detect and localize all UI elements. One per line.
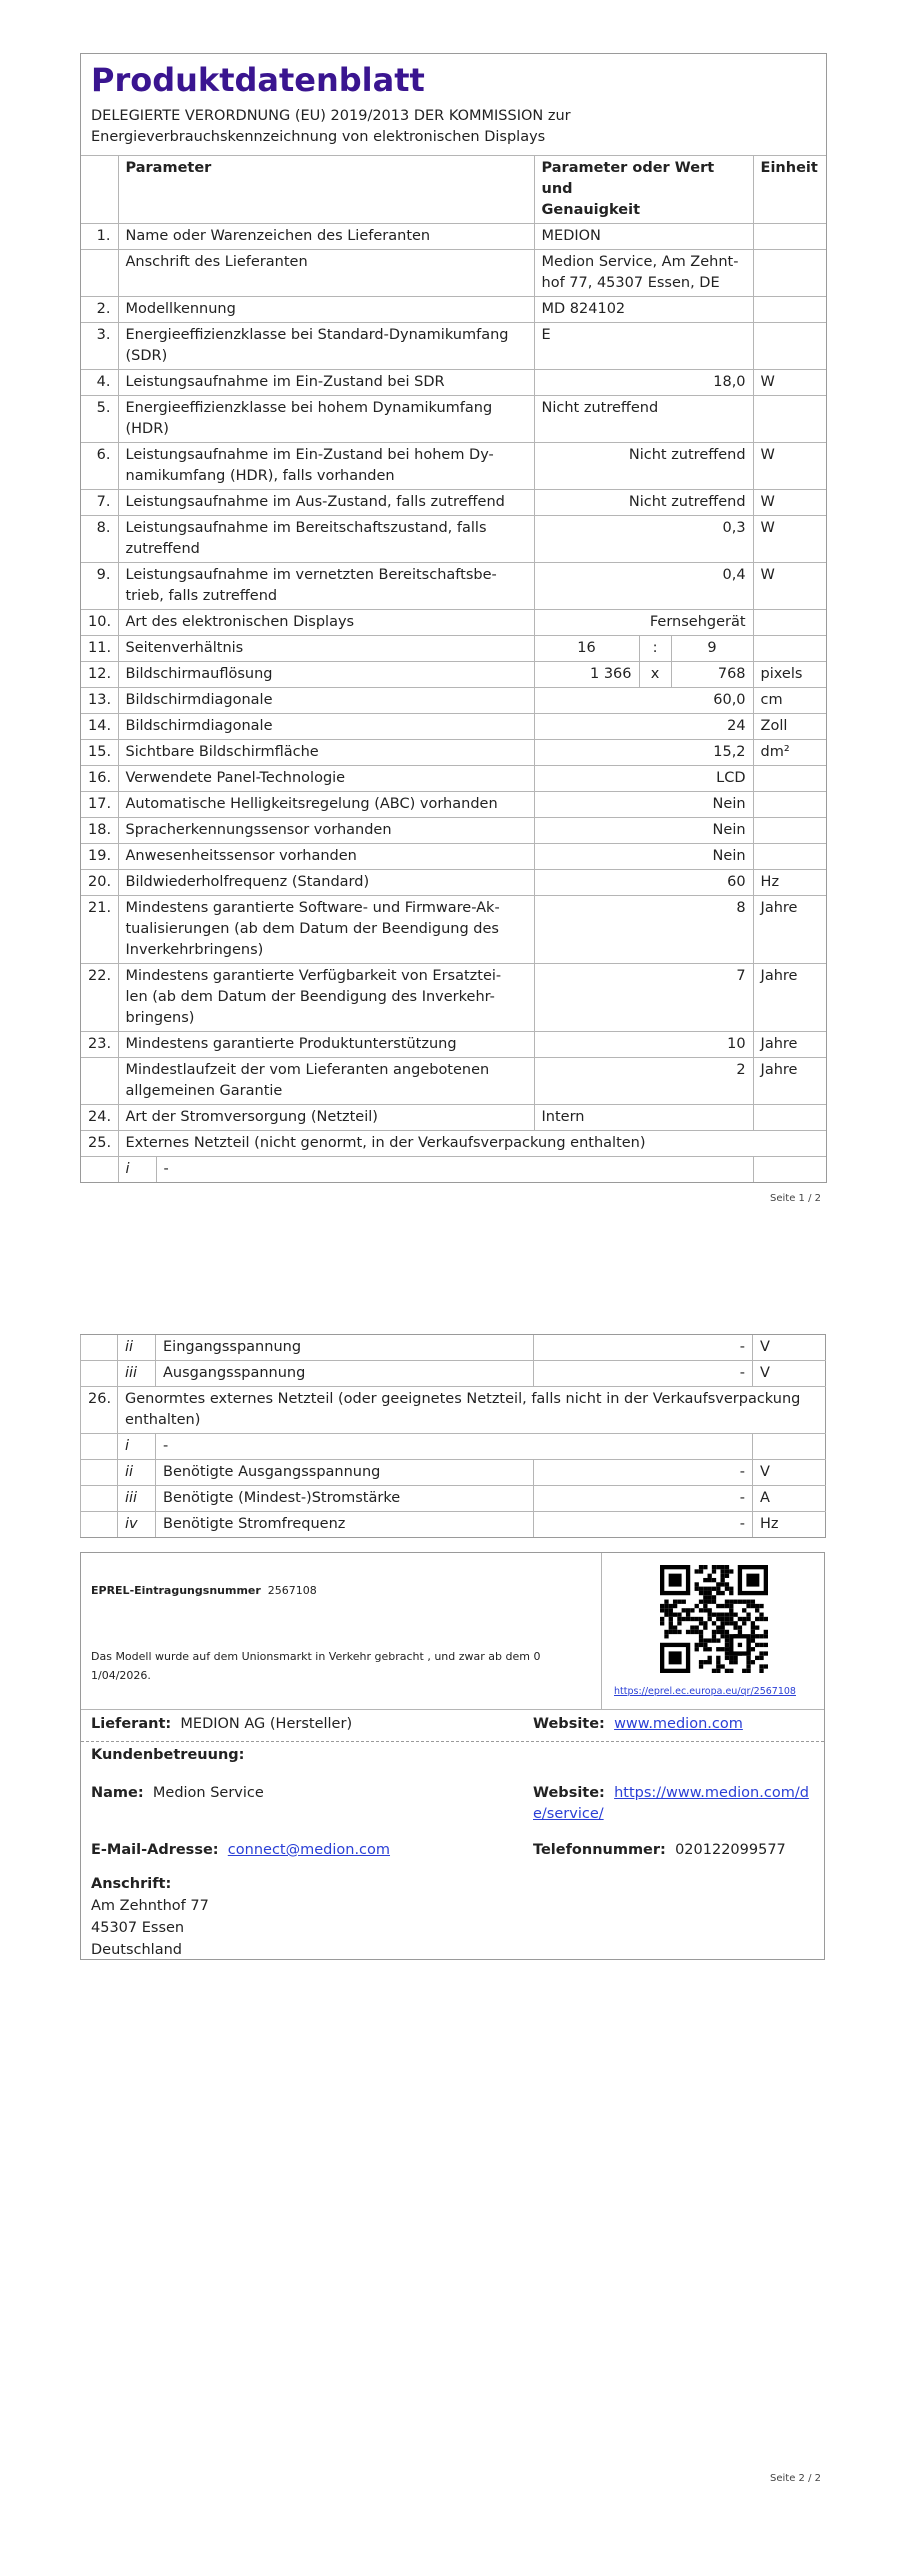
service-phone: Telefonnummer: 020122099577 [533,1842,786,1858]
sheet-header [81,54,826,156]
parameter-table [81,156,826,1182]
qr-code-area [601,1553,825,1709]
table-row: 17. Automatische Helligkeitsregelung (ABC) vorhanden Nein [81,792,826,818]
table-header-row [81,156,826,224]
table-subrow: iv Benötigte Stromfrequenz - Hz [81,1512,826,1538]
regulation-subtitle: DELEGIERTE VERORDNUNG (EU) 2019/2013 DER KOMMISSION zur Energieverbrauchskennzeichnung von elektronischen Displays [91,108,571,145]
table-row: 16. Verwendete Panel-Technologie LCD [81,766,826,792]
qr-url-link[interactable]: https://eprel.ec.europa.eu/qr/2567108 [614,1686,796,1697]
table-subrow: iii Benötigte (Mindest-)Stromstärke - A [81,1486,826,1512]
table-row: Mindestlaufzeit der vom Lieferanten angebotenen allgemeinen Garantie 2 Jahre [81,1058,826,1105]
service-website: Website: https://www.medion.com/d e/service/ [533,1785,809,1822]
product-data-sheet-page-2 [80,1334,826,1538]
table-row: 24. Art der Stromversorgung (Netzteil) Intern [81,1105,826,1131]
table-row: 20. Bildwiederholfrequenz (Standard) 60 Hz [81,870,826,896]
service-name: Name: Medion Service [91,1785,264,1801]
email-link[interactable]: connect@medion.com [227,1842,391,1858]
table-row: 8. Leistungsaufnahme im Bereitschaftszustand, falls zutreffend 0,3 W [81,516,826,563]
table-row: 15. Sichtbare Bildschirmfläche 15,2 dm² [81,740,826,766]
page-number: Seite 2 / 2 [770,2473,821,2484]
table-row: 18. Spracherkennungssensor vorhanden Nein [81,818,826,844]
table-row: Anschrift des Lieferanten Medion Service, Am Zehnt- hof 77, 45307 Essen, DE [81,250,826,297]
service-website-link[interactable]: https://www.medion.com/d e/service/ [533,1785,809,1822]
supplier-website-link[interactable]: www.medion.com [614,1716,743,1732]
header-value: Parameter oder Wert und Genauigkeit [534,156,753,224]
dashed-divider [81,1741,824,1742]
table-row: 22. Mindestens garantierte Verfügbarkeit von Ersatztei- len (ab dem Datum der Beendigung des Inverkehr- bringens) 7 Jahre [81,964,826,1032]
market-placement-note: Das Modell wurde auf dem Unionsmarkt in Verkehr gebracht , und zwar ab dem 0 1/04/2026. [91,1650,541,1682]
table-subrow: iii Ausgangsspannung - V [81,1361,826,1387]
table-subrow: i - [81,1157,826,1183]
table-row: 7. Leistungsaufnahme im Aus-Zustand, falls zutreffend Nicht zutreffend W [81,490,826,516]
supplier-name: MEDION AG (Hersteller) [180,1716,353,1732]
customer-service-heading: Kundenbetreuung: [91,1747,245,1763]
table-row: 11. Seitenverhältnis 16 : 9 [81,636,826,662]
table-row: 12. Bildschirmauflösung 1 366 x 768 pixels [81,662,826,688]
table-row: 21. Mindestens garantierte Software- und Firmware-Ak- tualisierungen (ab dem Datum der Beendigung des Inverkehrbringens) 8 Jahre [81,896,826,964]
table-row: 26. Genormtes externes Netzteil (oder geeignetes Netzteil, falls nicht in der Verkaufsverpackung enthalten) [81,1387,826,1434]
table-row: 1. Name oder Warenzeichen des Lieferanten MEDION [81,224,826,250]
table-row: 23. Mindestens garantierte Produktunterstützung 10 Jahre [81,1032,826,1058]
table-row: 14. Bildschirmdiagonale 24 Zoll [81,714,826,740]
supplier-row: Lieferant: MEDION AG (Hersteller) Website: www.medion.com [91,1716,743,1732]
eprel-registration-section [81,1553,824,1710]
header-unit: Einheit [753,156,826,224]
table-row: 25. Externes Netzteil (nicht genormt, in der Verkaufsverpackung enthalten) [81,1131,826,1157]
table-subrow: i - [81,1434,826,1460]
qr-code-icon[interactable] [660,1565,768,1673]
table-row: 13. Bildschirmdiagonale 60,0 cm [81,688,826,714]
service-address: Anschrift: Am Zehnthof 77 45307 Essen Deutschland [91,1876,209,1958]
table-row: 19. Anwesenheitssensor vorhanden Nein [81,844,826,870]
table-row: 10. Art des elektronischen Displays Fernsehgerät [81,610,826,636]
table-subrow: ii Eingangsspannung - V [81,1335,826,1361]
table-subrow: ii Benötigte Ausgangsspannung - V [81,1460,826,1486]
page-title: Produktdatenblatt [91,61,425,99]
table-row: 2. Modellkennung MD 824102 [81,297,826,323]
table-row: 5. Energieeffizienzklasse bei hohem Dynamikumfang (HDR) Nicht zutreffend [81,396,826,443]
service-email: E-Mail-Adresse: connect@medion.com [91,1842,391,1858]
eprel-registration: EPREL-Eintragungsnummer 2567108 [91,1584,317,1597]
page-number: Seite 1 / 2 [770,1193,821,1204]
table-row: 4. Leistungsaufnahme im Ein-Zustand bei SDR 18,0 W [81,370,826,396]
product-data-sheet-page-1 [80,53,827,1183]
power-supply-table [80,1335,826,1537]
table-row: 3. Energieeffizienzklasse bei Standard-Dynamikumfang (SDR) E [81,323,826,370]
table-row: 9. Leistungsaufnahme im vernetzten Bereitschaftsbe- trieb, falls zutreffend 0,4 W [81,563,826,610]
eprel-info-box [80,1552,825,1960]
header-parameter: Parameter [118,156,534,224]
table-row: 6. Leistungsaufnahme im Ein-Zustand bei hohem Dy- namikumfang (HDR), falls vorhanden Nicht zutreffend W [81,443,826,490]
